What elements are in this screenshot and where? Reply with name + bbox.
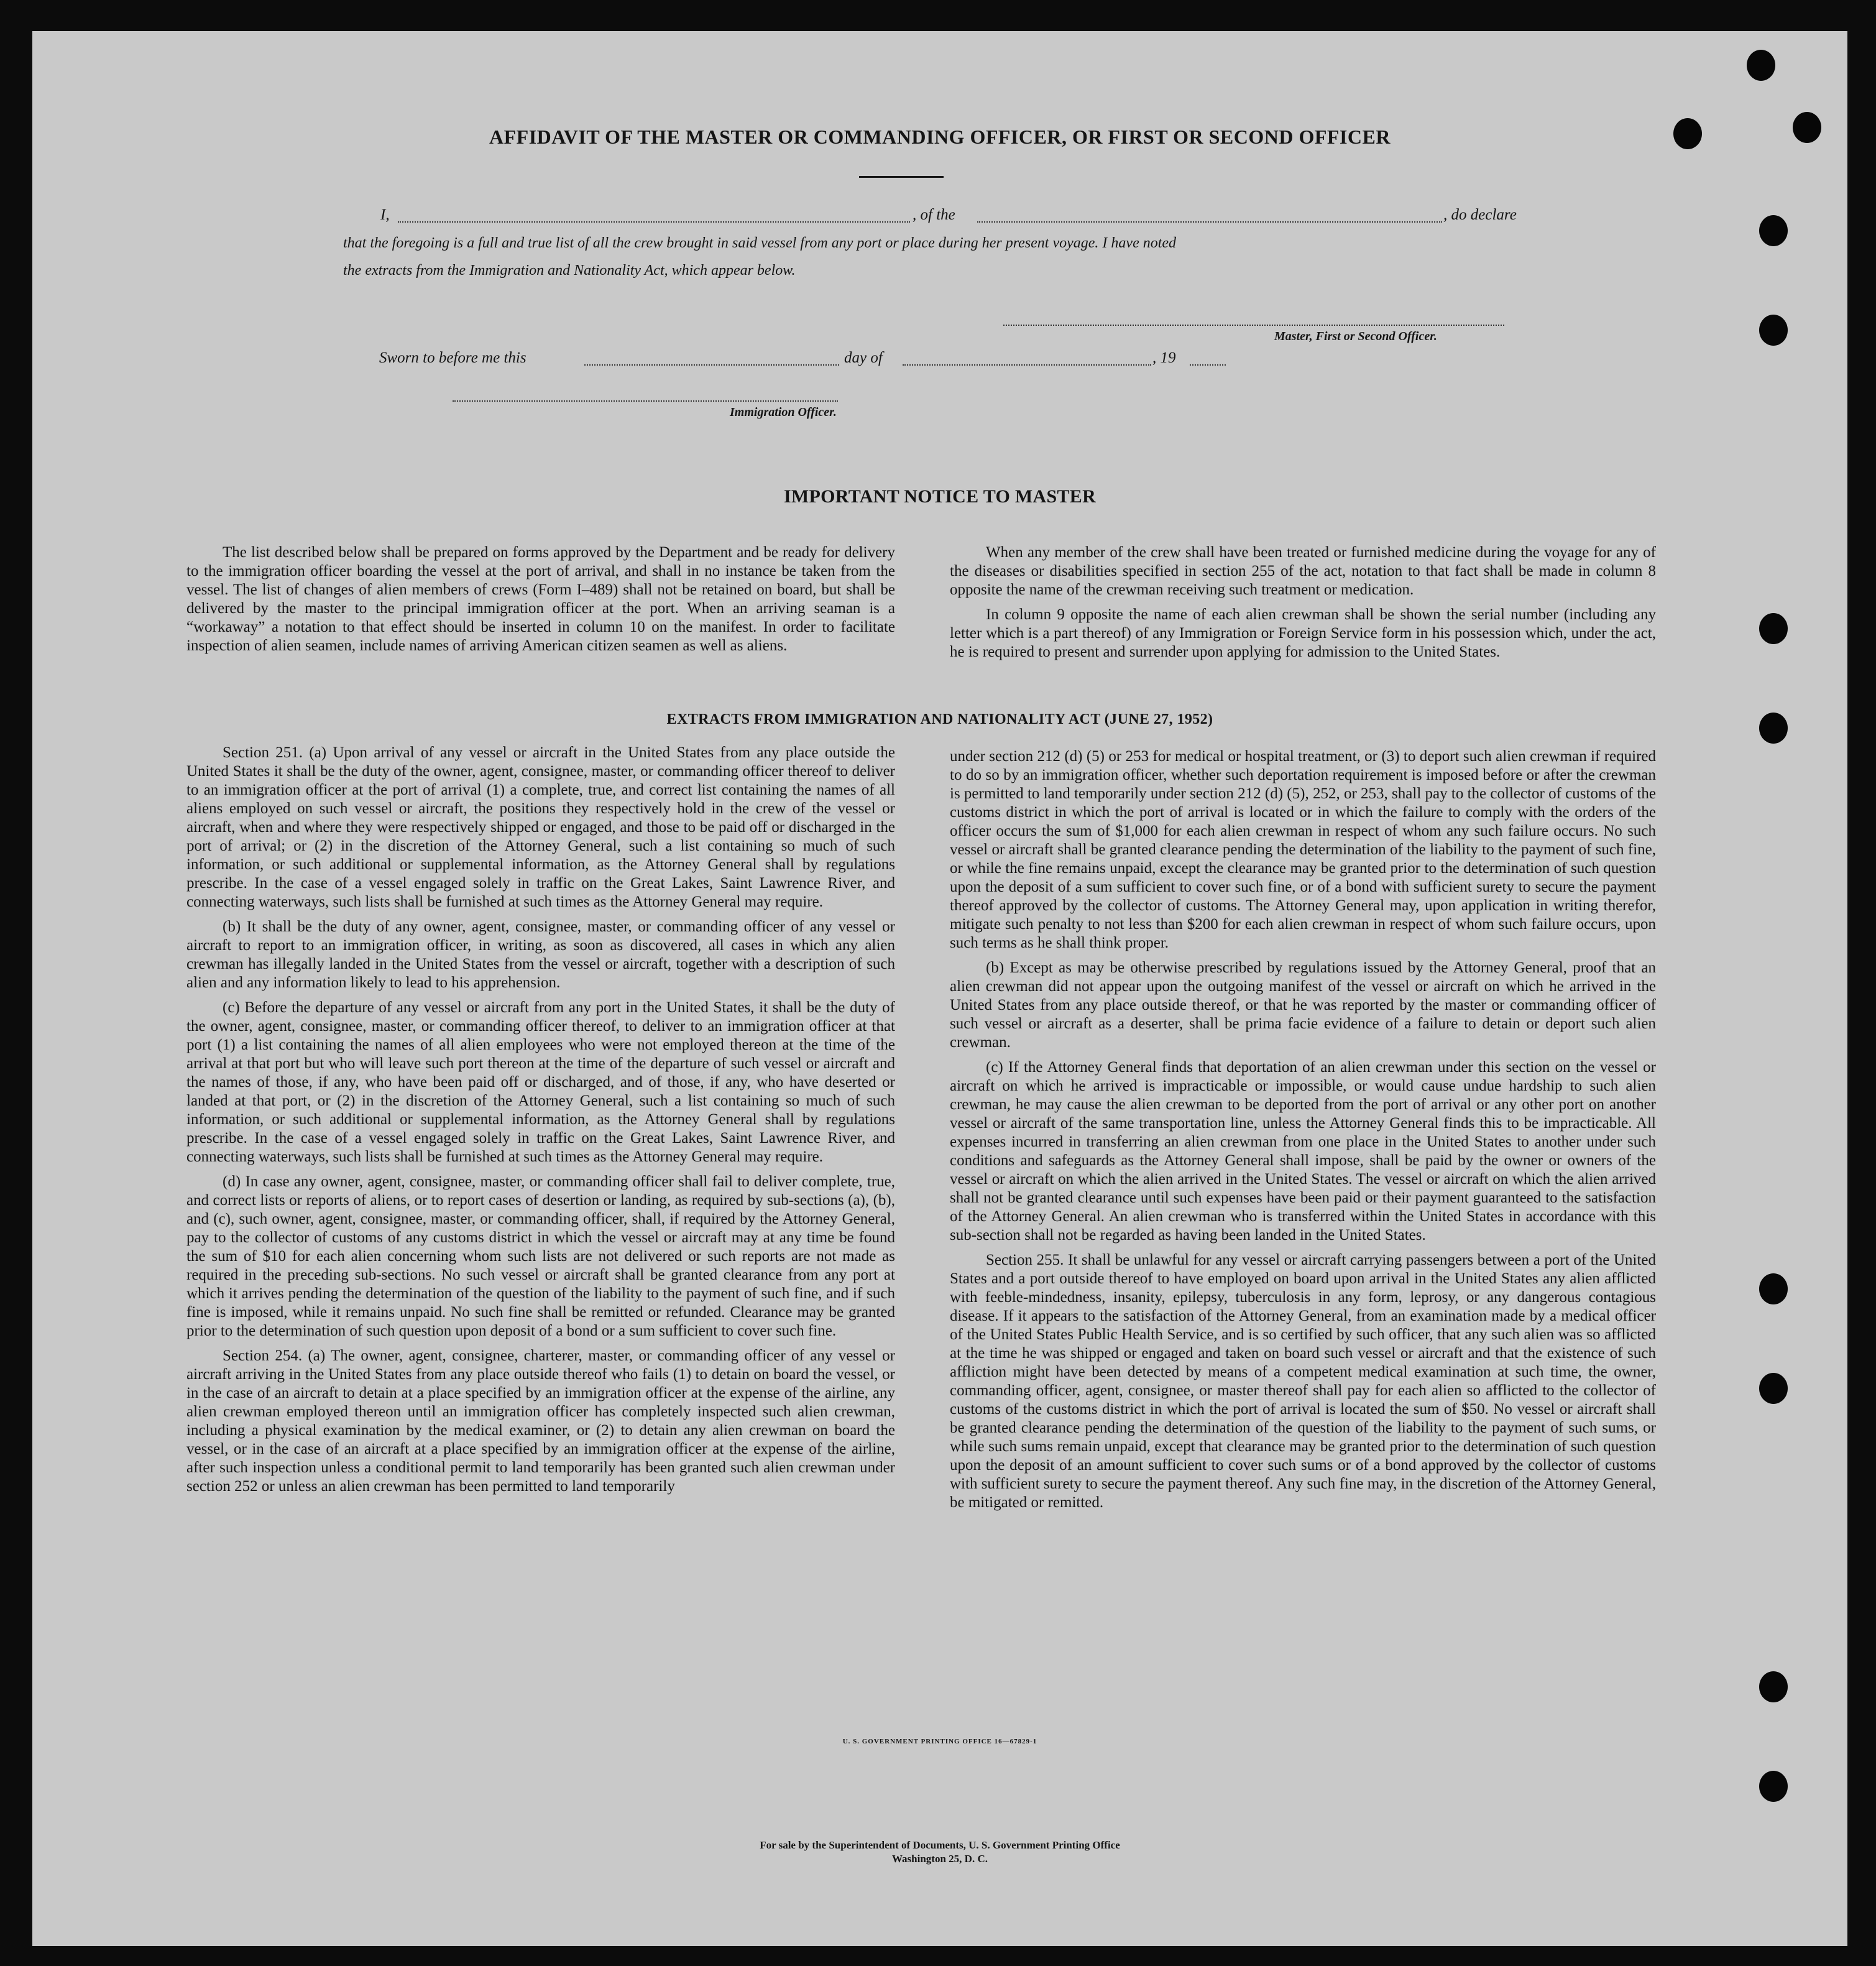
- immigration-officer-label: Immigration Officer.: [730, 405, 837, 419]
- extracts-heading: EXTRACTS FROM IMMIGRATION AND NATIONALITY ACT (JUNE 27, 1952): [666, 711, 1213, 727]
- binder-hole-icon: [1759, 315, 1788, 346]
- section-251a: Section 251. (a) Upon arrival of any vessel or aircraft in the United States from any place outside the United States it shall be the duty of the owner, agent, consignee, master, or commanding officer thereof to deliver to an immigration officer at the port of arrival (1) a complete, true, and correct list containing the names of all aliens employed on such vessel or aircraft, the positions they respectively hold in the crew of the vessel or aircraft, when and where they were respectively shipped or engaged, and those to be paid off or discharged in the port of arrival; or (2) in the discretion of the Attorney General, such a list containing so much of such information, or such additional or supplemental information, as the Attorney General shall by regulations prescribe. In the case of a vessel engaged solely in traffic on the Great Lakes, Saint Lawrence River, and connecting waterways, such lists shall be furnished at such times as the Attorney General may require.: [186, 744, 895, 910]
- affidavit-i-label: I,: [380, 206, 390, 223]
- title-rule: [859, 176, 944, 178]
- section-255: Section 255. It shall be unlawful for any vessel or aircraft carrying passengers between a port of the United States and a port outside thereof to have employed on board upon arrival in the United States any alien afflicted with feeble-mindedness, insanity, epilepsy, tuberculosis in any form, leprosy, or any dangerous contagious disease. If it appears to the satisfaction of the Attorney General, from an examination made by a medical officer of the United States Public Health Service, and is so certified by such officer, that any such alien was so afflicted at the time he was shipped or engaged and taken on board such vessel or aircraft and that the existence of such affliction might have been detected by means of a competent medical examination at such time, the owner, commanding officer, agent, consignee, or master thereof shall pay for each alien so afflicted to the collector of customs of the customs district in which the port of arrival is located the sum of $50. No vessel or aircraft shall be granted clearance pending the determination of the question of the liability to the payment of such sums, or while such sums remain unpaid, except that clearance may be granted prior to the determination of such question upon the deposit of an amount sufficient to cover such sums or of a bond approved by the collector of customs with sufficient surety to secure the payment thereof. Any such fine may, in the discretion of the Attorney General, be mitigated or remitted.: [950, 1252, 1656, 1511]
- form-page: [32, 31, 1847, 1946]
- notice-right-column: [950, 543, 1656, 668]
- vessel-name-field[interactable]: [977, 221, 1442, 223]
- binder-hole-icon: [1759, 613, 1788, 644]
- notice-left-paragraph: The list described below shall be prepared on forms approved by the Department and be ready for delivery to the immigration officer boarding the vessel at the port of arrival, and shall in no instance be taken from the vessel. The list of changes of alien members of crews (Form I–489) shall not be retained on board, but shall be delivered by the master to the principal immigration officer at the port. When an arriving seaman is a “workaway” a notation to that effect should be inserted in column 10 on the manifest. In order to facilitate inspection of alien seamen, include names of arriving American citizen seamen as well as aliens.: [186, 544, 895, 654]
- affidavit-line-3: the extracts from the Immigration and Nationality Act, which appear below.: [343, 262, 796, 279]
- affidavit-line-2: that the foregoing is a full and true list of all the crew brought in said vessel from any port or place during her present voyage. I have noted: [343, 235, 1177, 251]
- sale-notice: [32, 1839, 1847, 1866]
- sworn-day-field[interactable]: [584, 364, 839, 366]
- printer-imprint: U. S. GOVERNMENT PRINTING OFFICE 16—67829-1: [842, 1738, 1037, 1745]
- master-signature-field[interactable]: [1003, 325, 1504, 326]
- binder-hole-icon: [1759, 1273, 1788, 1304]
- notice-left-column: [186, 543, 895, 662]
- sworn-month-field[interactable]: [903, 364, 1151, 366]
- binder-hole-icon: [1747, 50, 1775, 81]
- of-the-label: , of the: [913, 206, 955, 223]
- notice-heading: IMPORTANT NOTICE TO MASTER: [783, 486, 1097, 507]
- notice-right-paragraph-2: In column 9 opposite the name of each alien crewman shall be shown the serial number (including any letter which is a part thereof) of any Immigration or Foreign Service form in his possession which, under the act, he is required to present and surrender upon applying for admission to the United States.: [950, 606, 1656, 660]
- section-254b: (b) Except as may be otherwise prescribed by regulations issued by the Attorney General, proof that an alien crewman did not appear upon the outgoing manifest of the vessel or aircraft on which he arrived in the United States from any place outside thereof, or that he was reported by the master or commanding officer of such vessel or aircraft as a deserter, shall be prima facie evidence of a failure to detain or deport such alien crewman.: [950, 959, 1656, 1051]
- sale-notice-line-1: For sale by the Superintendent of Documents, U. S. Government Printing Office: [760, 1839, 1120, 1851]
- binder-hole-icon: [1759, 1671, 1788, 1702]
- immigration-officer-signature-field[interactable]: [453, 400, 838, 402]
- notice-right-paragraph-1: When any member of the crew shall have been treated or furnished medicine during the voyage for any of the diseases or disabilities specified in section 255 of the act, notation to that fact shall be made in column 8 opposite the name of the crewman receiving such treatment or medication.: [950, 544, 1656, 598]
- extracts-right-column: [950, 747, 1656, 1518]
- year-label: , 19: [1152, 349, 1176, 366]
- section-251d: (d) In case any owner, agent, consignee, master, or commanding officer shall fail to deliver complete, true, and correct lists or reports of aliens, or to report cases of desertion or landing, as required by sub-sections (a), (b), and (c), such owner, agent, consignee, master, or commanding officer, shall, if required by the Attorney General, pay to the collector of customs of any customs district in which the vessel or aircraft may at any time be found the sum of $10 for each alien concerning whom such lists are not delivered or such reports are not made as required in the preceding sub-sections. No such vessel or aircraft shall be granted clearance from any port at which it arrives pending the determination of the question of the liability to the payment of such fine, and if such fine is imposed, while it remains unpaid. No such fine shall be remitted or refunded. Clearance may be granted prior to the determination of such question upon deposit of a bond or a sum sufficient to cover such fine.: [186, 1173, 895, 1339]
- section-254c: (c) If the Attorney General finds that deportation of an alien crewman under this section on the vessel or aircraft on which he arrived is impracticable or impossible, or would cause undue hardship to such alien crewman, he may cause the alien crewman to be deported from the port of arrival or any other port on another vessel or aircraft of the same transportation line, unless the Attorney General finds this to be impracticable. All expenses incurred in transferring an alien crewman from one place in the United States to another under such conditions and safeguards as the Attorney General shall impose, shall be paid by the owner or owners of the vessel or aircraft on which the alien arrived in the United States. The vessel or aircraft on which the alien arrived shall not be granted clearance until such expenses have been paid or their payment guaranteed to the satisfaction of the Attorney General. An alien crewman who is transferred within the United States in accordance with this sub-section shall not be regarded as having been landed in the United States.: [950, 1059, 1656, 1244]
- master-signature-label: Master, First or Second Officer.: [1274, 330, 1437, 343]
- binder-hole-icon: [1759, 1373, 1788, 1404]
- binder-hole-icon: [1759, 215, 1788, 246]
- day-of-label: day of: [844, 349, 883, 366]
- sworn-year-field[interactable]: [1190, 364, 1226, 366]
- affidavit-title: AFFIDAVIT OF THE MASTER OR COMMANDING OFFICER, OR FIRST OR SECOND OFFICER: [489, 126, 1391, 148]
- binder-hole-icon: [1759, 1771, 1788, 1802]
- sale-notice-line-2: Washington 25, D. C.: [892, 1853, 988, 1865]
- sworn-label: Sworn to before me this: [379, 349, 526, 366]
- section-251c: (c) Before the departure of any vessel or aircraft from any port in the United States, it shall be the duty of the owner, agent, consignee, master, or commanding officer thereof, to deliver to an immigration officer at that port (1) a list containing the names of all alien employees who were not employed thereon at the time of the arrival at that port but who will leave such port thereon at the time of the departure of such vessel or aircraft and the names of those, if any, who have been paid off or discharged, and of those, if any, who have deserted or landed at that port, or (2) in the discretion of the Attorney General, such a list containing so much of such information, or such additional or supplemental information, as the Attorney General shall by regulations prescribe. In the case of a vessel engaged solely in traffic on the Great Lakes, Saint Lawrence River, and connecting waterways, such lists shall be furnished at such times as the Attorney General may require.: [186, 999, 895, 1165]
- master-name-field[interactable]: [398, 221, 910, 223]
- section-254a: Section 254. (a) The owner, agent, consignee, charterer, master, or commanding officer of any vessel or aircraft arriving in the United States from any place outside thereof who fails (1) to detain on board the vessel, or in the case of an aircraft to detain at a place specified by an immigration officer at the expense of the airline, any alien crewman employed thereon until an immigration officer has completely inspected such alien crewman, including a physical examination by the medical examiner, or (2) to detain any alien crewman on board the vessel, or in the case of an aircraft at a place specified by an immigration officer at the expense of the airline, after such inspection unless a conditional permit to land temporarily has been granted such alien crewman under section 252 or unless an alien crewman has been permitted to land temporarily: [186, 1347, 895, 1495]
- section-254a-continued: under section 212 (d) (5) or 253 for medical or hospital treatment, or (3) to deport such alien crewman if required to do so by an immigration officer, whether such deportation requirement is imposed before or after the crewman is permitted to land temporarily under section 212 (d) (5), 252, or 253, shall pay to the collector of customs of the customs district in which the port of arrival is located or in which the failure to comply with the orders of the officer occurs the sum of $1,000 for each alien crewman in respect of whom any such failure occurs. No such vessel or aircraft shall be granted clearance pending the determination of the liability to the payment of such fine, or while the fine remains unpaid, except the clearance may be granted prior to the determination of such question upon the deposit of a sum sufficient to cover such fine, or of a bond with sufficient surety to secure the payment thereof approved by the collector of customs. The Attorney General may, upon application in writing therefor, mitigate such penalty to not less than $200 for each alien crewman in respect of whom such failure occurs, upon such terms as he shall think proper.: [950, 748, 1656, 951]
- section-251b: (b) It shall be the duty of any owner, agent, consignee, master, or commanding officer of any vessel or aircraft to report to an immigration officer, in writing, as soon as discovered, all cases in which any alien crewman has illegally landed in the United States from the vessel or aircraft, together with a description of such alien and any information likely to lead to his apprehension.: [186, 918, 895, 991]
- do-declare-label: , do declare: [1443, 206, 1517, 223]
- extracts-left-column: [186, 744, 895, 1502]
